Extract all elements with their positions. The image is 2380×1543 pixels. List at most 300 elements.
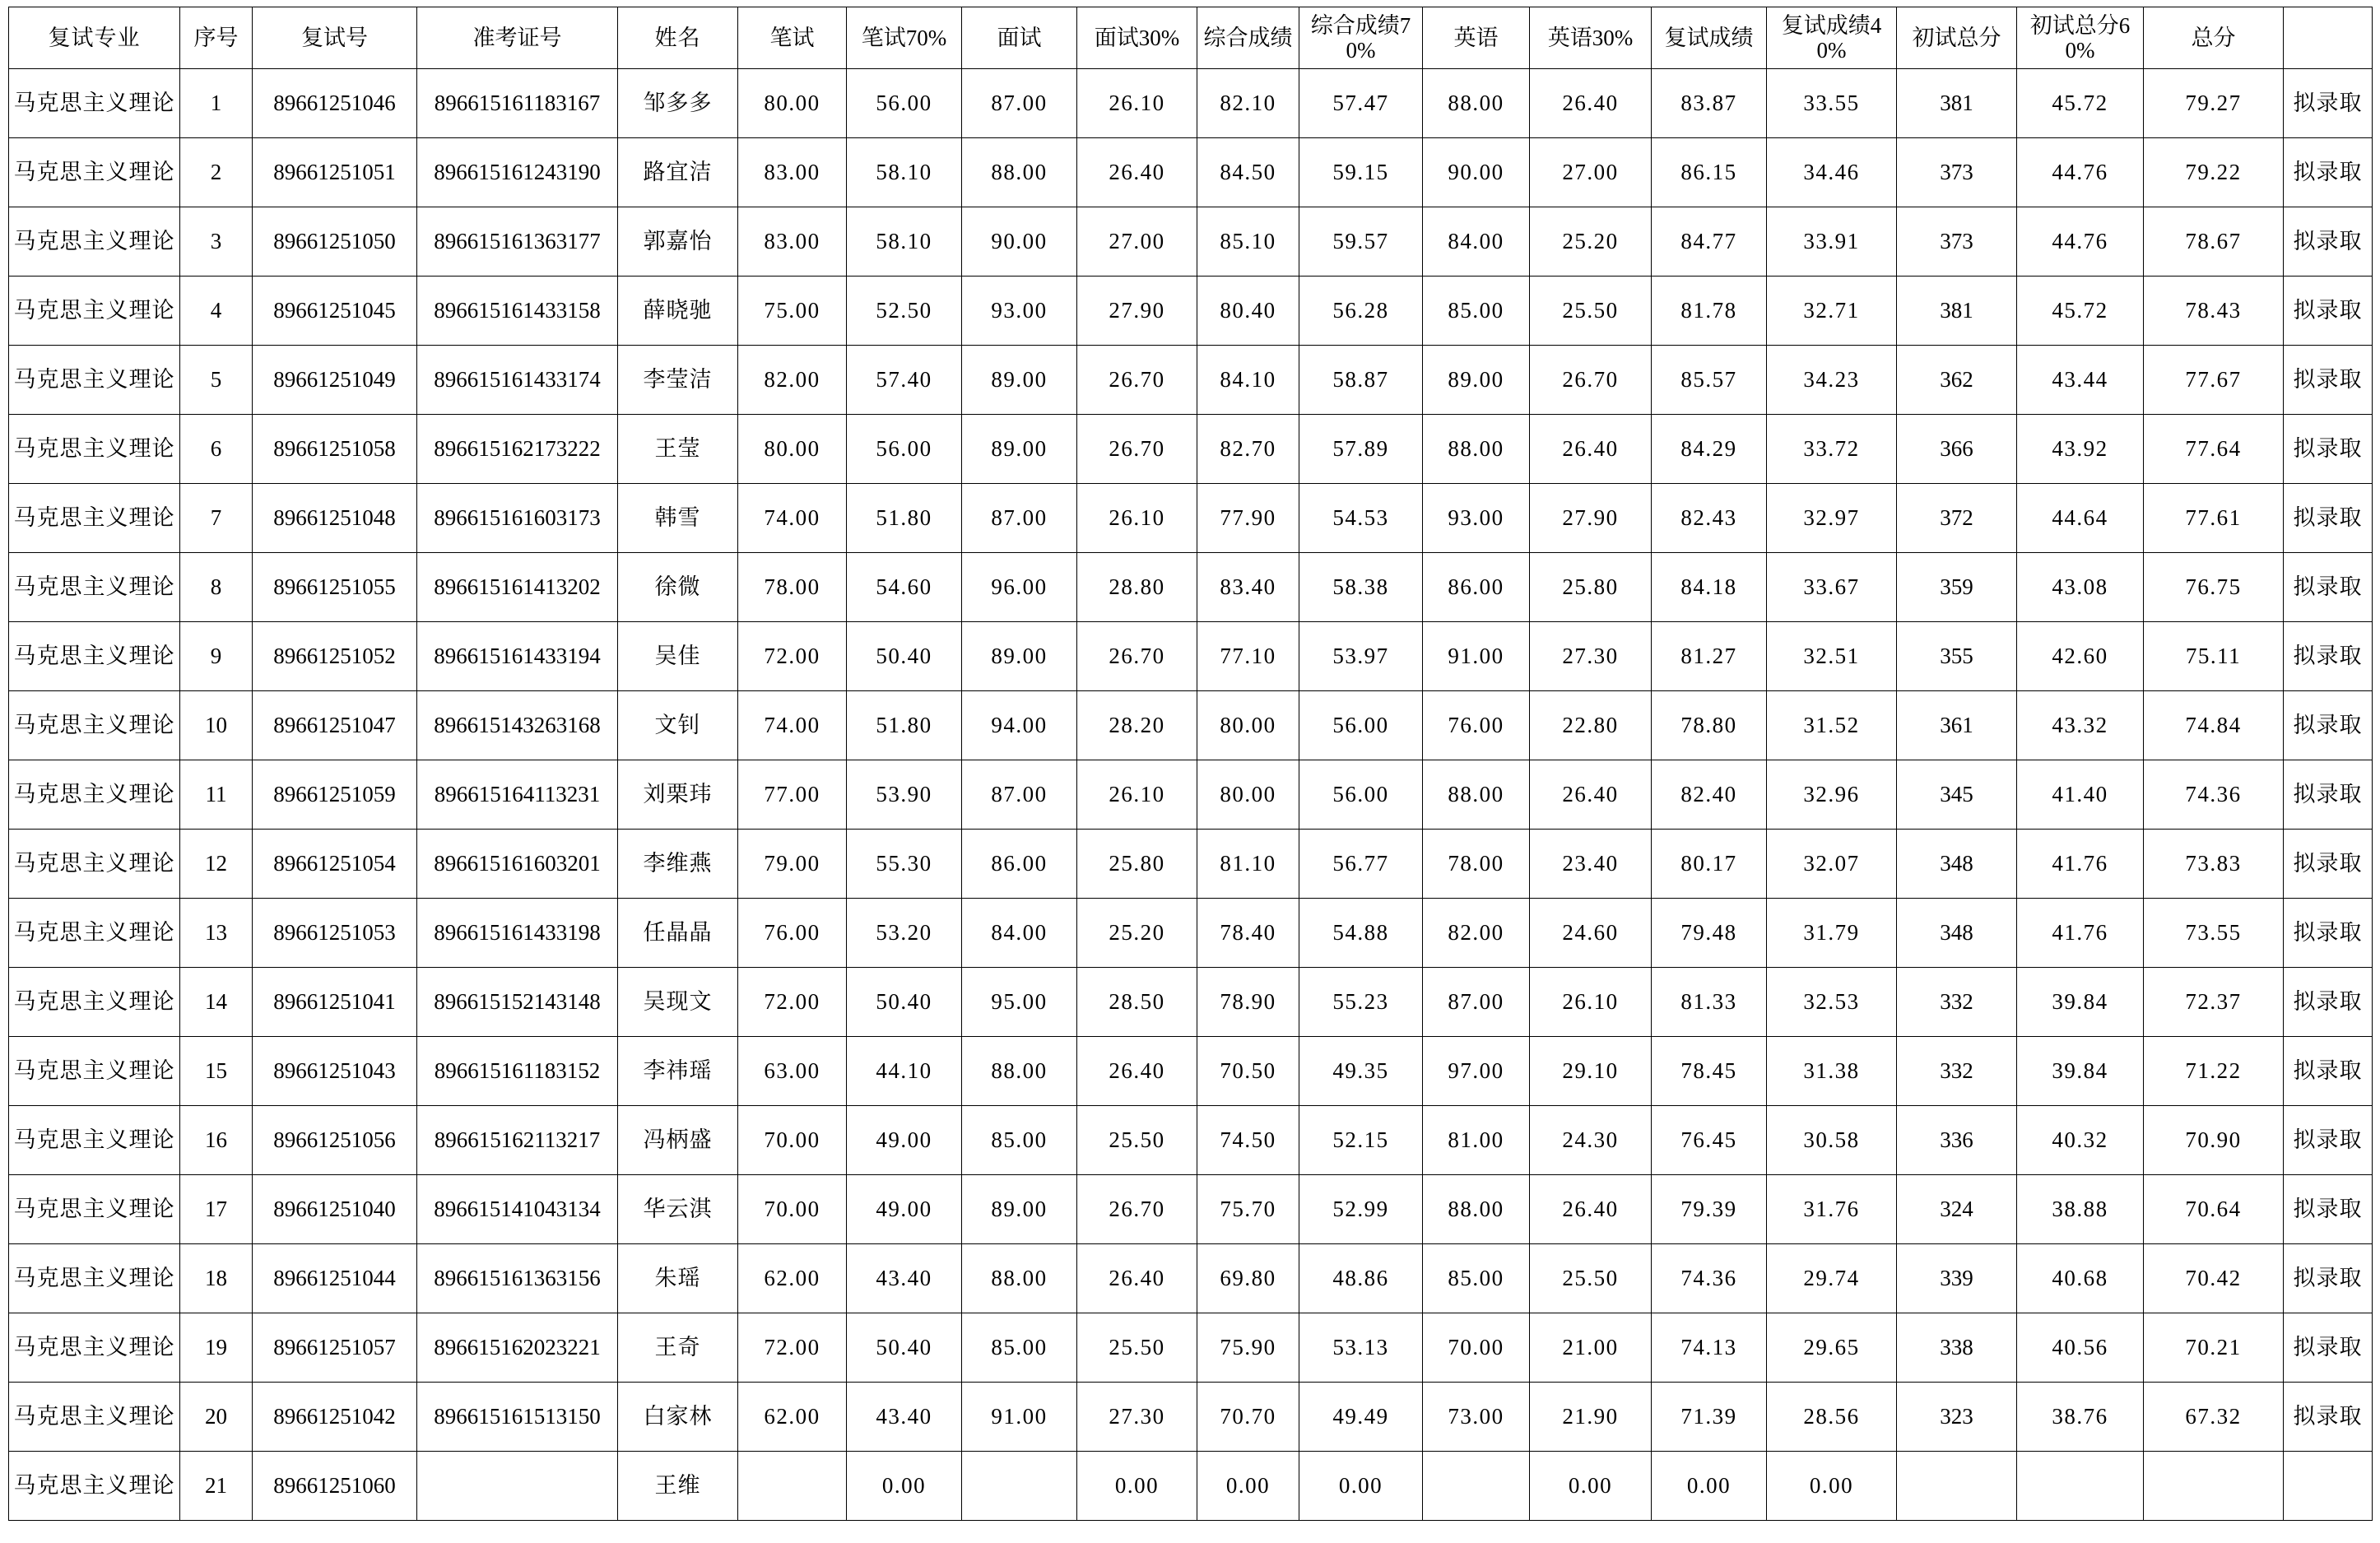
cell-fushi: 76.45 bbox=[1652, 1106, 1767, 1175]
cell-fushi: 82.40 bbox=[1652, 760, 1767, 830]
cell-result: 拟录取 bbox=[2284, 138, 2373, 207]
cell-name: 冯柄盛 bbox=[618, 1106, 738, 1175]
cell-bishi: 72.00 bbox=[738, 622, 847, 691]
cell-fushi: 84.29 bbox=[1652, 415, 1767, 484]
cell-mianshi: 86.00 bbox=[962, 830, 1077, 899]
cell-mianshi: 89.00 bbox=[962, 1175, 1077, 1244]
cell-bishi: 78.00 bbox=[738, 553, 847, 622]
cell-fsno: 89661251049 bbox=[253, 346, 417, 415]
cell-english: 88.00 bbox=[1423, 415, 1530, 484]
cell-mianshi: 87.00 bbox=[962, 69, 1077, 138]
cell-name: 李维燕 bbox=[618, 830, 738, 899]
cell-zonghe: 80.40 bbox=[1197, 277, 1299, 346]
cell-ticket: 896615143263168 bbox=[417, 691, 618, 760]
cell-english: 73.00 bbox=[1423, 1383, 1530, 1452]
cell-mianshi30: 27.90 bbox=[1077, 277, 1197, 346]
cell-fushi: 74.13 bbox=[1652, 1313, 1767, 1383]
cell-zonghe: 78.90 bbox=[1197, 968, 1299, 1037]
cell-seq: 10 bbox=[180, 691, 253, 760]
cell-english30: 24.30 bbox=[1530, 1106, 1652, 1175]
cell-name: 华云淇 bbox=[618, 1175, 738, 1244]
column-header-seq: 序号 bbox=[180, 7, 253, 69]
cell-english: 82.00 bbox=[1423, 899, 1530, 968]
cell-fushi: 71.39 bbox=[1652, 1383, 1767, 1452]
cell-fushi: 81.27 bbox=[1652, 622, 1767, 691]
cell-mianshi: 95.00 bbox=[962, 968, 1077, 1037]
cell-zongfen: 77.67 bbox=[2144, 346, 2284, 415]
cell-bishi70: 43.40 bbox=[847, 1383, 962, 1452]
cell-result: 拟录取 bbox=[2284, 1383, 2373, 1452]
cell-mianshi: 89.00 bbox=[962, 415, 1077, 484]
cell-chushi: 381 bbox=[1897, 277, 2017, 346]
cell-mianshi30: 25.80 bbox=[1077, 830, 1197, 899]
cell-zongfen: 70.64 bbox=[2144, 1175, 2284, 1244]
cell-seq: 13 bbox=[180, 899, 253, 968]
cell-result: 拟录取 bbox=[2284, 346, 2373, 415]
table-row bbox=[9, 346, 2373, 415]
cell-ticket bbox=[417, 1452, 618, 1521]
cell-seq: 17 bbox=[180, 1175, 253, 1244]
cell-chushi60: 43.32 bbox=[2017, 691, 2144, 760]
cell-bishi70: 57.40 bbox=[847, 346, 962, 415]
cell-fushi: 79.48 bbox=[1652, 899, 1767, 968]
cell-mianshi: 91.00 bbox=[962, 1383, 1077, 1452]
cell-english30: 25.50 bbox=[1530, 1244, 1652, 1313]
cell-zongfen: 74.84 bbox=[2144, 691, 2284, 760]
cell-english: 86.00 bbox=[1423, 553, 1530, 622]
cell-name: 郭嘉怡 bbox=[618, 207, 738, 277]
column-header-total: 总分 bbox=[2144, 7, 2284, 69]
cell-result: 拟录取 bbox=[2284, 1313, 2373, 1383]
cell-fsno: 89661251058 bbox=[253, 415, 417, 484]
cell-bishi: 77.00 bbox=[738, 760, 847, 830]
cell-fushi: 78.80 bbox=[1652, 691, 1767, 760]
cell-zonghe70: 56.28 bbox=[1299, 277, 1423, 346]
table-row bbox=[9, 760, 2373, 830]
cell-mianshi: 88.00 bbox=[962, 1244, 1077, 1313]
cell-mianshi30: 26.10 bbox=[1077, 484, 1197, 553]
cell-fushi40: 32.51 bbox=[1767, 622, 1897, 691]
cell-ticket: 896615161603201 bbox=[417, 830, 618, 899]
cell-mianshi: 88.00 bbox=[962, 1037, 1077, 1106]
cell-fsno: 89661251054 bbox=[253, 830, 417, 899]
cell-chushi60: 45.72 bbox=[2017, 69, 2144, 138]
cell-english30: 25.20 bbox=[1530, 207, 1652, 277]
cell-zongfen: 77.61 bbox=[2144, 484, 2284, 553]
cell-mianshi30: 28.80 bbox=[1077, 553, 1197, 622]
cell-fushi40: 32.53 bbox=[1767, 968, 1897, 1037]
cell-zongfen bbox=[2144, 1452, 2284, 1521]
cell-chushi: 336 bbox=[1897, 1106, 2017, 1175]
cell-seq: 5 bbox=[180, 346, 253, 415]
cell-english30: 26.70 bbox=[1530, 346, 1652, 415]
cell-fsno: 89661251042 bbox=[253, 1383, 417, 1452]
cell-mianshi30: 26.70 bbox=[1077, 1175, 1197, 1244]
cell-zonghe70: 58.87 bbox=[1299, 346, 1423, 415]
column-header-initial-total: 初试总分 bbox=[1897, 7, 2017, 69]
cell-result: 拟录取 bbox=[2284, 207, 2373, 277]
cell-zonghe: 69.80 bbox=[1197, 1244, 1299, 1313]
cell-mianshi30: 26.40 bbox=[1077, 1037, 1197, 1106]
cell-chushi: 381 bbox=[1897, 69, 2017, 138]
cell-ticket: 896615161183152 bbox=[417, 1037, 618, 1106]
cell-zonghe70: 53.13 bbox=[1299, 1313, 1423, 1383]
cell-result: 拟录取 bbox=[2284, 1244, 2373, 1313]
cell-chushi: 373 bbox=[1897, 138, 2017, 207]
cell-fushi40: 31.52 bbox=[1767, 691, 1897, 760]
cell-ticket: 896615161243190 bbox=[417, 138, 618, 207]
cell-fsno: 89661251047 bbox=[253, 691, 417, 760]
cell-chushi60: 43.44 bbox=[2017, 346, 2144, 415]
cell-zonghe70: 0.00 bbox=[1299, 1452, 1423, 1521]
cell-major: 马克思主义理论 bbox=[9, 1037, 180, 1106]
cell-bishi70: 50.40 bbox=[847, 622, 962, 691]
cell-zongfen: 76.75 bbox=[2144, 553, 2284, 622]
cell-ticket: 896615164113231 bbox=[417, 760, 618, 830]
cell-zonghe: 70.50 bbox=[1197, 1037, 1299, 1106]
cell-chushi60: 40.32 bbox=[2017, 1106, 2144, 1175]
cell-fushi: 81.33 bbox=[1652, 968, 1767, 1037]
cell-seq: 1 bbox=[180, 69, 253, 138]
cell-major: 马克思主义理论 bbox=[9, 1106, 180, 1175]
cell-chushi60: 42.60 bbox=[2017, 622, 2144, 691]
cell-mianshi30: 27.30 bbox=[1077, 1383, 1197, 1452]
cell-result: 拟录取 bbox=[2284, 415, 2373, 484]
cell-major: 马克思主义理论 bbox=[9, 1313, 180, 1383]
cell-english30: 25.80 bbox=[1530, 553, 1652, 622]
cell-fushi40: 32.96 bbox=[1767, 760, 1897, 830]
cell-result: 拟录取 bbox=[2284, 1037, 2373, 1106]
cell-zongfen: 71.22 bbox=[2144, 1037, 2284, 1106]
cell-mianshi: 84.00 bbox=[962, 899, 1077, 968]
cell-zonghe: 80.00 bbox=[1197, 760, 1299, 830]
cell-fushi40: 32.97 bbox=[1767, 484, 1897, 553]
cell-fushi: 86.15 bbox=[1652, 138, 1767, 207]
cell-result: 拟录取 bbox=[2284, 69, 2373, 138]
cell-english: 90.00 bbox=[1423, 138, 1530, 207]
cell-bishi bbox=[738, 1452, 847, 1521]
cell-english: 85.00 bbox=[1423, 277, 1530, 346]
cell-zonghe70: 56.00 bbox=[1299, 691, 1423, 760]
cell-zonghe70: 52.99 bbox=[1299, 1175, 1423, 1244]
cell-chushi60: 39.84 bbox=[2017, 968, 2144, 1037]
cell-zonghe70: 53.97 bbox=[1299, 622, 1423, 691]
cell-english: 88.00 bbox=[1423, 760, 1530, 830]
cell-zongfen: 73.83 bbox=[2144, 830, 2284, 899]
cell-fushi: 85.57 bbox=[1652, 346, 1767, 415]
table-row bbox=[9, 1175, 2373, 1244]
cell-bishi: 72.00 bbox=[738, 968, 847, 1037]
cell-zonghe70: 59.57 bbox=[1299, 207, 1423, 277]
cell-bishi70: 44.10 bbox=[847, 1037, 962, 1106]
cell-mianshi: 96.00 bbox=[962, 553, 1077, 622]
cell-bishi70: 49.00 bbox=[847, 1175, 962, 1244]
column-header-written: 笔试 bbox=[738, 7, 847, 69]
cell-english: 84.00 bbox=[1423, 207, 1530, 277]
cell-bishi70: 56.00 bbox=[847, 415, 962, 484]
cell-english: 70.00 bbox=[1423, 1313, 1530, 1383]
cell-name: 韩雪 bbox=[618, 484, 738, 553]
cell-fsno: 89661251053 bbox=[253, 899, 417, 968]
column-header-initial-total-60: 初试总分60% bbox=[2017, 7, 2144, 69]
cell-bishi: 72.00 bbox=[738, 1313, 847, 1383]
table-row bbox=[9, 622, 2373, 691]
cell-chushi: 348 bbox=[1897, 830, 2017, 899]
cell-zonghe70: 54.53 bbox=[1299, 484, 1423, 553]
cell-bishi: 74.00 bbox=[738, 484, 847, 553]
cell-zonghe: 84.50 bbox=[1197, 138, 1299, 207]
cell-major: 马克思主义理论 bbox=[9, 69, 180, 138]
cell-bishi70: 43.40 bbox=[847, 1244, 962, 1313]
cell-bishi: 62.00 bbox=[738, 1383, 847, 1452]
table-row bbox=[9, 899, 2373, 968]
header-row bbox=[9, 7, 2373, 69]
cell-name: 刘栗玮 bbox=[618, 760, 738, 830]
cell-fushi: 81.78 bbox=[1652, 277, 1767, 346]
cell-chushi60: 41.40 bbox=[2017, 760, 2144, 830]
cell-major: 马克思主义理论 bbox=[9, 138, 180, 207]
table-header bbox=[9, 7, 2373, 69]
cell-zonghe70: 55.23 bbox=[1299, 968, 1423, 1037]
column-header-interview: 面试 bbox=[962, 7, 1077, 69]
cell-chushi60: 40.56 bbox=[2017, 1313, 2144, 1383]
cell-english: 89.00 bbox=[1423, 346, 1530, 415]
admission-score-table bbox=[8, 7, 2373, 1521]
cell-seq: 21 bbox=[180, 1452, 253, 1521]
table-row bbox=[9, 1244, 2373, 1313]
cell-english30: 29.10 bbox=[1530, 1037, 1652, 1106]
column-header-major: 复试专业 bbox=[9, 7, 180, 69]
cell-english30: 27.90 bbox=[1530, 484, 1652, 553]
column-header-comprehensive: 综合成绩 bbox=[1197, 7, 1299, 69]
cell-english: 91.00 bbox=[1423, 622, 1530, 691]
cell-mianshi30: 26.70 bbox=[1077, 622, 1197, 691]
cell-result: 拟录取 bbox=[2284, 968, 2373, 1037]
cell-bishi70: 53.20 bbox=[847, 899, 962, 968]
table-row bbox=[9, 830, 2373, 899]
cell-bishi70: 54.60 bbox=[847, 553, 962, 622]
cell-english30: 26.40 bbox=[1530, 415, 1652, 484]
cell-english: 87.00 bbox=[1423, 968, 1530, 1037]
cell-major: 马克思主义理论 bbox=[9, 1452, 180, 1521]
cell-fushi40: 33.72 bbox=[1767, 415, 1897, 484]
column-header-retest-score-40: 复试成绩40% bbox=[1767, 7, 1897, 69]
column-header-english: 英语 bbox=[1423, 7, 1530, 69]
cell-zonghe: 0.00 bbox=[1197, 1452, 1299, 1521]
cell-bishi: 62.00 bbox=[738, 1244, 847, 1313]
table-row bbox=[9, 1452, 2373, 1521]
cell-name: 王维 bbox=[618, 1452, 738, 1521]
cell-fushi: 78.45 bbox=[1652, 1037, 1767, 1106]
cell-english30: 23.40 bbox=[1530, 830, 1652, 899]
cell-mianshi: 88.00 bbox=[962, 138, 1077, 207]
table-row bbox=[9, 968, 2373, 1037]
cell-ticket: 896615161183167 bbox=[417, 69, 618, 138]
cell-major: 马克思主义理论 bbox=[9, 1244, 180, 1313]
cell-fushi40: 34.23 bbox=[1767, 346, 1897, 415]
cell-english: 88.00 bbox=[1423, 1175, 1530, 1244]
cell-name: 李莹洁 bbox=[618, 346, 738, 415]
cell-major: 马克思主义理论 bbox=[9, 691, 180, 760]
column-header-english-30: 英语30% bbox=[1530, 7, 1652, 69]
cell-name: 吴现文 bbox=[618, 968, 738, 1037]
cell-ticket: 896615161433174 bbox=[417, 346, 618, 415]
cell-fsno: 89661251052 bbox=[253, 622, 417, 691]
cell-chushi60: 44.76 bbox=[2017, 207, 2144, 277]
cell-zonghe70: 57.47 bbox=[1299, 69, 1423, 138]
cell-zonghe: 75.90 bbox=[1197, 1313, 1299, 1383]
cell-fushi40: 33.91 bbox=[1767, 207, 1897, 277]
cell-mianshi: 87.00 bbox=[962, 484, 1077, 553]
cell-chushi: 366 bbox=[1897, 415, 2017, 484]
cell-zongfen: 78.43 bbox=[2144, 277, 2284, 346]
cell-bishi70: 56.00 bbox=[847, 69, 962, 138]
cell-english: 76.00 bbox=[1423, 691, 1530, 760]
cell-result bbox=[2284, 1452, 2373, 1521]
cell-seq: 2 bbox=[180, 138, 253, 207]
cell-ticket: 896615161603173 bbox=[417, 484, 618, 553]
cell-zonghe70: 54.88 bbox=[1299, 899, 1423, 968]
cell-fushi: 0.00 bbox=[1652, 1452, 1767, 1521]
cell-seq: 11 bbox=[180, 760, 253, 830]
cell-zongfen: 70.90 bbox=[2144, 1106, 2284, 1175]
cell-chushi60: 44.64 bbox=[2017, 484, 2144, 553]
cell-name: 路宜洁 bbox=[618, 138, 738, 207]
cell-bishi70: 0.00 bbox=[847, 1452, 962, 1521]
cell-bishi70: 51.80 bbox=[847, 484, 962, 553]
cell-fsno: 89661251044 bbox=[253, 1244, 417, 1313]
cell-result: 拟录取 bbox=[2284, 553, 2373, 622]
table-body bbox=[9, 69, 2373, 1521]
cell-chushi: 348 bbox=[1897, 899, 2017, 968]
cell-mianshi30: 27.00 bbox=[1077, 207, 1197, 277]
cell-zonghe70: 59.15 bbox=[1299, 138, 1423, 207]
cell-fsno: 89661251045 bbox=[253, 277, 417, 346]
cell-chushi60: 41.76 bbox=[2017, 899, 2144, 968]
cell-mianshi30: 25.50 bbox=[1077, 1106, 1197, 1175]
table-row bbox=[9, 277, 2373, 346]
cell-fushi40: 32.71 bbox=[1767, 277, 1897, 346]
cell-result: 拟录取 bbox=[2284, 484, 2373, 553]
cell-zonghe: 82.70 bbox=[1197, 415, 1299, 484]
cell-zonghe70: 49.49 bbox=[1299, 1383, 1423, 1452]
cell-mianshi: 90.00 bbox=[962, 207, 1077, 277]
cell-chushi: 323 bbox=[1897, 1383, 2017, 1452]
table-row bbox=[9, 207, 2373, 277]
table-row bbox=[9, 415, 2373, 484]
cell-bishi: 83.00 bbox=[738, 207, 847, 277]
cell-result: 拟录取 bbox=[2284, 691, 2373, 760]
cell-fsno: 89661251043 bbox=[253, 1037, 417, 1106]
cell-zongfen: 78.67 bbox=[2144, 207, 2284, 277]
cell-major: 马克思主义理论 bbox=[9, 207, 180, 277]
cell-english: 93.00 bbox=[1423, 484, 1530, 553]
cell-ticket: 896615161513150 bbox=[417, 1383, 618, 1452]
cell-bishi: 70.00 bbox=[738, 1175, 847, 1244]
cell-ticket: 896615162173222 bbox=[417, 415, 618, 484]
cell-zongfen: 70.42 bbox=[2144, 1244, 2284, 1313]
cell-zongfen: 74.36 bbox=[2144, 760, 2284, 830]
cell-major: 马克思主义理论 bbox=[9, 622, 180, 691]
cell-english30: 24.60 bbox=[1530, 899, 1652, 968]
table-row bbox=[9, 138, 2373, 207]
cell-seq: 18 bbox=[180, 1244, 253, 1313]
cell-name: 薛晓驰 bbox=[618, 277, 738, 346]
cell-mianshi30: 26.70 bbox=[1077, 346, 1197, 415]
column-header-name: 姓名 bbox=[618, 7, 738, 69]
cell-fushi: 80.17 bbox=[1652, 830, 1767, 899]
cell-mianshi30: 26.40 bbox=[1077, 1244, 1197, 1313]
cell-fushi40: 0.00 bbox=[1767, 1452, 1897, 1521]
cell-fsno: 89661251046 bbox=[253, 69, 417, 138]
cell-zonghe: 78.40 bbox=[1197, 899, 1299, 968]
cell-fsno: 89661251057 bbox=[253, 1313, 417, 1383]
cell-ticket: 896615161363177 bbox=[417, 207, 618, 277]
cell-zonghe: 80.00 bbox=[1197, 691, 1299, 760]
cell-zongfen: 73.55 bbox=[2144, 899, 2284, 968]
cell-mianshi30: 26.70 bbox=[1077, 415, 1197, 484]
cell-ticket: 896615161413202 bbox=[417, 553, 618, 622]
cell-ticket: 896615141043134 bbox=[417, 1175, 618, 1244]
column-header-ticket-number: 准考证号 bbox=[417, 7, 618, 69]
cell-ticket: 896615162113217 bbox=[417, 1106, 618, 1175]
cell-major: 马克思主义理论 bbox=[9, 1383, 180, 1452]
cell-name: 王奇 bbox=[618, 1313, 738, 1383]
cell-fsno: 89661251051 bbox=[253, 138, 417, 207]
cell-english: 81.00 bbox=[1423, 1106, 1530, 1175]
cell-name: 邹多多 bbox=[618, 69, 738, 138]
cell-zonghe: 75.70 bbox=[1197, 1175, 1299, 1244]
cell-bishi: 75.00 bbox=[738, 277, 847, 346]
cell-mianshi: 85.00 bbox=[962, 1106, 1077, 1175]
cell-zonghe: 77.10 bbox=[1197, 622, 1299, 691]
cell-english30: 27.00 bbox=[1530, 138, 1652, 207]
cell-result: 拟录取 bbox=[2284, 622, 2373, 691]
cell-english: 85.00 bbox=[1423, 1244, 1530, 1313]
cell-name: 王莹 bbox=[618, 415, 738, 484]
cell-bishi: 63.00 bbox=[738, 1037, 847, 1106]
cell-english30: 26.10 bbox=[1530, 968, 1652, 1037]
cell-fsno: 89661251055 bbox=[253, 553, 417, 622]
cell-major: 马克思主义理论 bbox=[9, 1175, 180, 1244]
column-header-result bbox=[2284, 7, 2373, 69]
cell-zonghe: 82.10 bbox=[1197, 69, 1299, 138]
table-row bbox=[9, 1383, 2373, 1452]
cell-bishi: 79.00 bbox=[738, 830, 847, 899]
cell-fsno: 89661251060 bbox=[253, 1452, 417, 1521]
cell-chushi60: 38.88 bbox=[2017, 1175, 2144, 1244]
cell-mianshi: 87.00 bbox=[962, 760, 1077, 830]
cell-english bbox=[1423, 1452, 1530, 1521]
cell-zongfen: 70.21 bbox=[2144, 1313, 2284, 1383]
cell-bishi70: 52.50 bbox=[847, 277, 962, 346]
cell-seq: 19 bbox=[180, 1313, 253, 1383]
cell-bishi: 76.00 bbox=[738, 899, 847, 968]
cell-zonghe: 81.10 bbox=[1197, 830, 1299, 899]
cell-english: 97.00 bbox=[1423, 1037, 1530, 1106]
cell-chushi60: 41.76 bbox=[2017, 830, 2144, 899]
cell-fsno: 89661251040 bbox=[253, 1175, 417, 1244]
cell-major: 马克思主义理论 bbox=[9, 968, 180, 1037]
cell-result: 拟录取 bbox=[2284, 899, 2373, 968]
cell-zonghe70: 56.77 bbox=[1299, 830, 1423, 899]
table-row bbox=[9, 553, 2373, 622]
cell-seq: 6 bbox=[180, 415, 253, 484]
cell-chushi: 324 bbox=[1897, 1175, 2017, 1244]
cell-mianshi30: 26.40 bbox=[1077, 138, 1197, 207]
cell-major: 马克思主义理论 bbox=[9, 760, 180, 830]
cell-zonghe: 74.50 bbox=[1197, 1106, 1299, 1175]
